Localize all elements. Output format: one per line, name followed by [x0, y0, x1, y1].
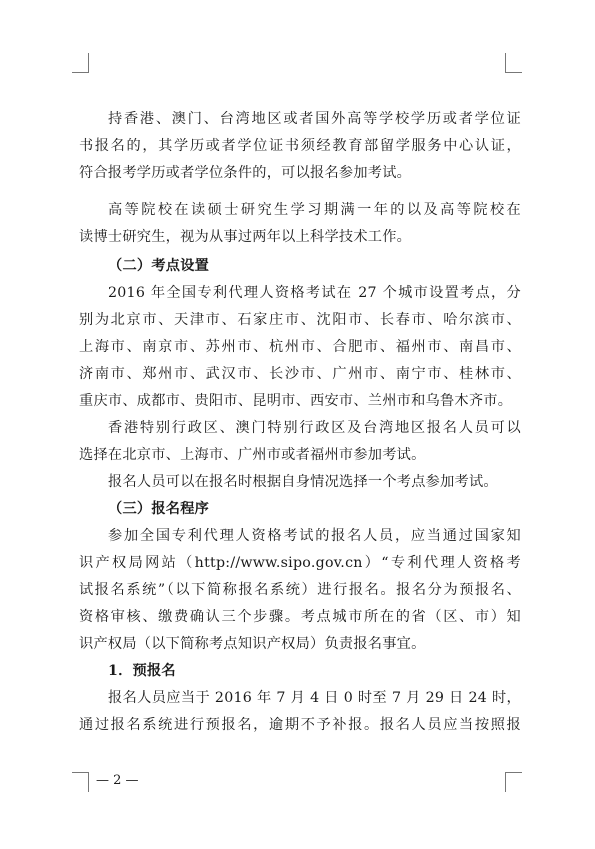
section-heading: （二）考点设置 — [108, 258, 210, 274]
text-line: 香港特别行政区、澳门特别行政区及台湾地区报名人员可以 — [108, 420, 521, 436]
text-line: 试报名系统”（以下简称报名系统）进行报名。报名分为预报名、 — [79, 582, 521, 598]
page-number: — 2 — — [96, 773, 139, 788]
text-line: 识产权局网站（http://www.sipo.gov.cn）“专利代理人资格考 — [79, 555, 521, 571]
text-line: 识产权局（以下简称考点知识产权局）负责报名事宜。 — [79, 636, 426, 652]
text-line: 重庆市、成都市、贵阳市、昆明市、西安市、兰州市和乌鲁木齐市。 — [79, 393, 513, 409]
text-line: 济南市、郑州市、武汉市、长沙市、广州市、南宁市、桂林市、 — [79, 366, 521, 382]
subsection-heading: 1．预报名 — [108, 663, 176, 679]
text-line: 参加全国专利代理人资格考试的报名人员，应当通过国家知 — [108, 528, 521, 544]
text-line: 高等院校在读硕士研究生学习期满一年的以及高等院校在 — [108, 202, 521, 218]
text-line: 报名人员应当于 2016 年 7 月 4 日 0 时至 7 月 29 日 24 时， — [108, 690, 521, 706]
text-line: 上海市、南京市、苏州市、杭州市、合肥市、福州市、南昌市、 — [79, 339, 521, 355]
text-line: 持香港、澳门、台湾地区或者国外高等学校学历或者学位证 — [108, 111, 521, 127]
text-line: 书报名的，其学历或者学位证书须经教育部留学服务中心认证， — [79, 138, 521, 154]
text-line: 资格审核、缴费确认三个步骤。考点城市所在的省（区、市）知 — [79, 609, 521, 625]
text-line: 选择在北京市、上海市、广州市或者福州市参加考试。 — [79, 447, 426, 463]
section-heading: （三）报名程序 — [108, 501, 210, 517]
text-line: 报名人员可以在报名时根据自身情况选择一个考点参加考试。 — [108, 474, 498, 490]
text-line: 通过报名系统进行预报名，逾期不予补报。报名人员应当按照报 — [79, 717, 521, 733]
text-line: 读博士研究生，视为从事过两年以上科学技术工作。 — [79, 229, 412, 245]
text-line: 别为北京市、天津市、石家庄市、沈阳市、长春市、哈尔滨市、 — [79, 312, 521, 328]
text-line: 2016 年全国专利代理人资格考试在 27 个城市设置考点，分 — [108, 285, 521, 301]
text-line: 符合报考学历或者学位条件的，可以报名参加考试。 — [79, 165, 412, 181]
